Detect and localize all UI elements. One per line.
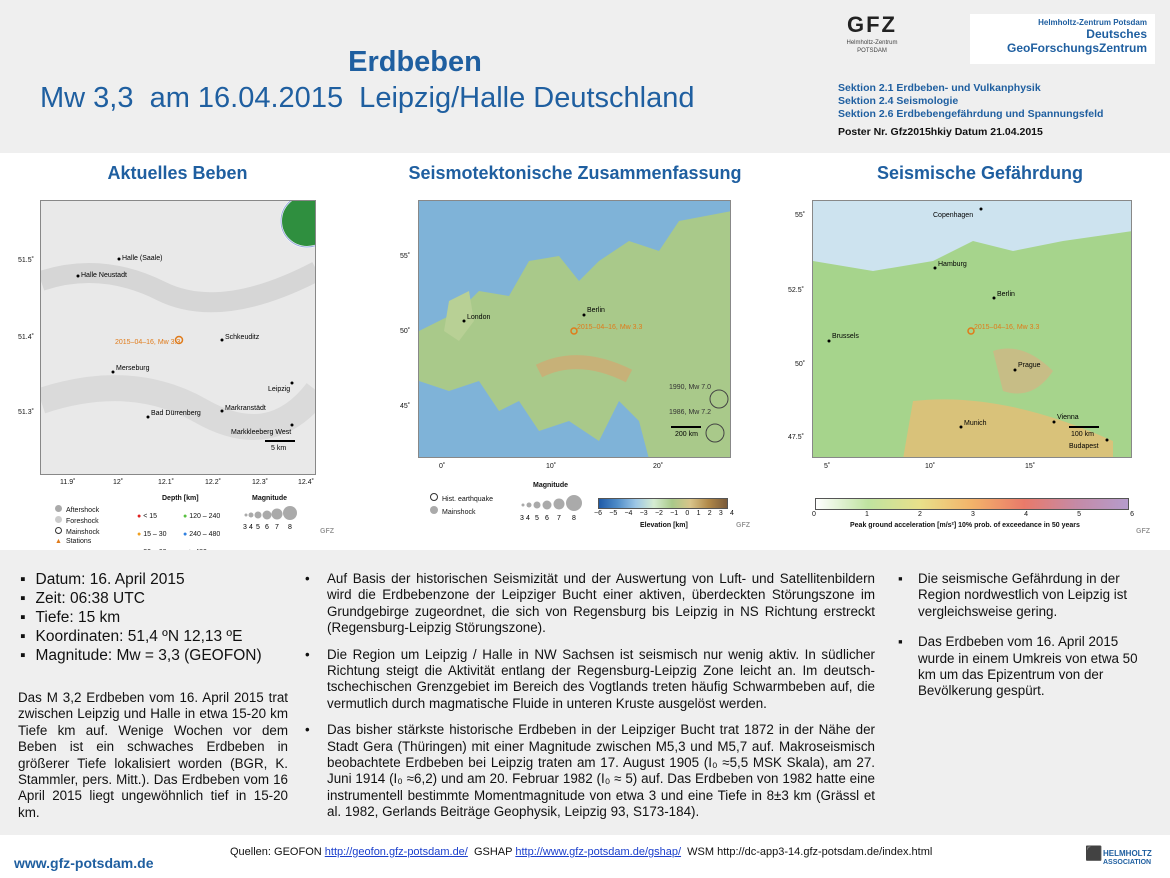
mag-label: 8 [288, 524, 292, 531]
city-dot [147, 416, 150, 419]
hazard-map [812, 200, 1132, 458]
mag-label: 8 [572, 515, 576, 522]
city-label: Berlin [587, 307, 605, 314]
city-dot [934, 267, 937, 270]
pga-tick: 3 [971, 511, 975, 518]
mag-label: 5 [256, 524, 260, 531]
gfz-watermark: GFZ [1136, 528, 1150, 535]
lat-tick: 50˚ [400, 328, 411, 335]
tectonic-map [418, 200, 731, 458]
city-label: Brussels [832, 333, 859, 340]
city-label: Leipzig [268, 386, 291, 393]
fact-item: ▪ Tiefe: 15 km [20, 608, 262, 627]
city-label: Copenhagen [933, 212, 974, 219]
poster-number: Poster Nr. Gfz2015hkiy Datum 21.04.2015 [838, 126, 1043, 138]
city-dot [112, 371, 115, 374]
elev-tick: −6 [594, 510, 602, 517]
city-dot [960, 426, 963, 429]
city-label: Markkleeberg West [231, 429, 292, 436]
legend-type: Mainshock [66, 529, 100, 536]
hz-line2: Deutsches [1086, 27, 1147, 41]
pga-tick: 4 [1024, 511, 1028, 518]
elev-tick: 3 [718, 510, 723, 517]
lon-tick: 12.3˚ [252, 479, 268, 486]
legend-type: Aftershock [66, 507, 100, 514]
legend-type: Hist. earthquake [442, 496, 493, 503]
scale-label: 200 km [675, 431, 698, 438]
lon-tick: 11.9˚ [60, 479, 76, 486]
middle-paragraphs [305, 571, 875, 831]
gshap-link[interactable]: http://www.gfz-potsdam.de/gshap/ [515, 846, 682, 858]
pga-tick: 1 [865, 511, 869, 518]
lon-tick: 5˚ [824, 463, 831, 470]
geofon-link[interactable]: http://geofon.gfz-potsdam.de/ [324, 846, 468, 858]
pga-label: Peak ground acceleration [m/s²] 10% prob. of exceedance in 50 years [850, 522, 1080, 529]
fact-item: ▪ Datum: 16. April 2015 [20, 570, 262, 589]
lon-tick: 15˚ [1025, 463, 1036, 470]
lon-tick: 12.1˚ [158, 479, 174, 486]
mag-label: 4 [249, 524, 253, 531]
elev-tick: −3 [639, 510, 648, 517]
panel-title-left: Aktuelles Beben [107, 163, 248, 183]
mag-label: 6 [545, 515, 549, 522]
pga-tick: 5 [1077, 511, 1081, 518]
elev-tick: −1 [670, 510, 679, 517]
local-map [40, 200, 316, 475]
helmholtz-icon: ⬛ [1085, 845, 1103, 861]
gfz-logo-text: GFZ [847, 12, 897, 37]
gfz-watermark: GFZ [320, 528, 334, 535]
city-label: Halle (Saale) [122, 255, 163, 262]
fact-item: ▪ Zeit: 06:38 UTC [20, 589, 262, 608]
city-label: Markranstädt [225, 405, 266, 412]
elev-tick: 2 [707, 510, 712, 517]
elev-tick: −4 [624, 510, 633, 517]
elevation-colorbar [598, 498, 728, 509]
gshap-label: GSHAP [467, 846, 516, 858]
city-label: Vienna [1057, 414, 1079, 421]
city-dot [118, 258, 121, 261]
elev-tick: −5 [609, 510, 618, 517]
right-paragraph: ▪ Das Erdbeben vom 16. April 2015 wurde in einem Umkreis von etwa 50 km um das Epizentrum von der Bevölkerung gespürt. [898, 634, 1148, 700]
city-label: Hamburg [938, 261, 967, 268]
helmholtz-logo [1085, 843, 1165, 873]
lat-tick: 52.5˚ [788, 287, 804, 294]
lat-tick: 55˚ [795, 212, 806, 219]
panel-title-right: Seismische Gefährdung [876, 163, 1084, 183]
legend-mag-title: Magnitude [533, 482, 568, 489]
city-label: Budapest [1069, 443, 1099, 450]
elev-tick: 4 [730, 510, 734, 517]
mid-paragraph: • Die Region um Leipzig / Halle in NW Sachsen ist seismisch nur wenig aktiv. In südlicher Richtung steigt die Aktivität entlang der Regensburg-Leipzig Zone leicht an. Im deutsch- tschechischen Grenzgebiet im Bereich des Vogtlands treten häufig Schwarmbeben auf, die vermutlich durch magmatische Fluide in unteren Kruste ausgelöst werden. [305, 647, 875, 713]
city-dot [828, 340, 831, 343]
sections-list [838, 82, 1103, 121]
city-dot [221, 339, 224, 342]
scale-label: 100 km [1071, 431, 1094, 438]
city-label: Halle Neustadt [81, 272, 127, 279]
lat-tick: 50˚ [795, 361, 806, 368]
helmholtz-text1: HELMHOLTZ [1103, 849, 1152, 858]
mag-label: 3 [520, 515, 524, 522]
facts-list [20, 570, 262, 665]
city-dot [463, 320, 466, 323]
legend-depth-title: Depth [km] [162, 495, 199, 502]
sources-line [230, 846, 932, 858]
elev-tick: 0 [685, 510, 690, 517]
pga-colorbar [815, 498, 1129, 510]
city-label: Munich [964, 420, 987, 427]
lon-tick: 10˚ [546, 463, 557, 470]
pga-tick: 0 [812, 511, 816, 518]
lon-tick: 12.4˚ [298, 479, 314, 486]
hz-line3: GeoForschungsZentrum [1006, 41, 1147, 55]
depth-item: < 15 [143, 513, 158, 520]
city-dot [1053, 421, 1056, 424]
depth-item: 240 – 480 [189, 531, 221, 538]
city-label: Merseburg [116, 365, 150, 372]
gfz-logo-sub2: POTSDAM [857, 48, 887, 54]
city-dot [77, 275, 80, 278]
left-paragraph: Das M 3,2 Erdbeben vom 16. April 2015 trat zwischen Leipzig und Halle in etwa 15-20 km Tiefe km auf. Wenige Wochen vor dem Beben ist ein schwaches Erdbeben in größerer Tiefe lokalisiert worden (BGR, K. Stammler, pers. Mitt.). Das Erdbeben vom 16 April 2015 liegt ungewöhnlich tief in 15-20 km. [18, 690, 288, 820]
hist-label: 1990, Mw 7.0 [669, 384, 712, 391]
pga-ticks [812, 511, 1134, 518]
lat-tick: 51.4˚ [18, 334, 34, 341]
mag-label: 6 [265, 524, 269, 531]
section-item: Sektion 2.1 Erdbeben- und Vulkanphysik [838, 82, 1041, 94]
lat-tick: 45˚ [400, 403, 411, 410]
city-label: Schkeuditz [225, 334, 260, 341]
legend-type: Mainshock [442, 509, 476, 516]
elev-tick: 1 [696, 510, 701, 517]
city-label: Prague [1018, 362, 1041, 369]
city-label: Bad Dürrenberg [151, 410, 201, 417]
mid-paragraph: • Das bisher stärkste historische Erdbeben in der Leipziger Bucht trat 1872 in der Nähe der Stadt Gera (Thüringen) mit einer Magnitude zwischen M5,3 und M5,7 auf. Makroseismisch beobachtete Erdbeben bei Leipzig traten am 17. August 1905 (I₀ ≈5,5 MSK Skala), am 27. Juni 1914 (I₀ ≈6,2) und am 20. Februar 1982 (I₀ ≈ 5) auf. Das Erdbeben von 1982 hatte eine instrumentell bestimmte Momentmagnitude von etwa 3 und eine Tiefe in 8±3 km (Grässl et al. 1982, Gerlands Beiträge Geophysik, Leipzig 93, S173-184). [305, 722, 875, 820]
legend-type: Stations [65, 538, 92, 545]
fact-item: ▪ Magnitude: Mw = 3,3 (GEOFON) [20, 646, 262, 665]
mag-label: 7 [557, 515, 561, 522]
depth-item: 120 – 240 [189, 513, 221, 520]
legend-center-types [430, 493, 493, 516]
mag-label: 7 [275, 524, 279, 531]
legend-magnitude [240, 503, 300, 531]
city-dot [993, 297, 996, 300]
right-paragraphs [898, 571, 1148, 714]
event-label: 2015–04–16, Mw 3.3 [577, 324, 643, 331]
elev-tick: −2 [654, 510, 663, 517]
elevation-ticks [594, 510, 734, 517]
gfz-logo-sub1: Helmholtz-Zentrum [846, 40, 898, 46]
city-dot [1106, 439, 1109, 442]
lon-tick: 10˚ [925, 463, 936, 470]
hz-line1: Helmholtz-Zentrum Potsdam [1038, 18, 1147, 27]
lon-tick: 0˚ [439, 463, 446, 470]
mag-label: 5 [535, 515, 539, 522]
lon-tick: 12˚ [113, 479, 124, 486]
pga-tick: 2 [918, 511, 922, 518]
scale-label: 5 km [271, 445, 287, 452]
city-dot [583, 314, 586, 317]
fact-item: ▪ Koordinaten: 51,4 ºN 12,13 ºE [20, 627, 262, 646]
wsm-text: WSM http://dc-app3-14.gfz-potsdam.de/index.html [681, 846, 933, 858]
city-dot [980, 208, 983, 211]
right-paragraph: ▪ Die seismische Gefährdung in der Region nordwestlich von Leipzig ist vergleichsweise gering. [898, 571, 1148, 620]
event-label: 2015–04–16, Mw 3.3 [974, 324, 1040, 331]
gfz-logo [836, 12, 908, 70]
city-dot [291, 382, 294, 385]
mag-label: 3 [243, 524, 247, 531]
lat-tick: 55˚ [400, 253, 411, 260]
sources-label: Quellen: GEOFON [230, 846, 325, 858]
legend-type: Foreshock [66, 518, 99, 525]
event-label: 2015–04–16, Mw 3.3 [115, 339, 181, 346]
depth-item: 15 – 30 [143, 531, 167, 538]
elevation-label: Elevation [km] [640, 522, 688, 529]
legend-event-types: Aftershock Foreshock Mainshock ▲ Stations [55, 507, 100, 545]
mid-paragraph: • Auf Basis der historischen Seismizität und der Auswertung von Luft- und Satellitenbildern wird die Erdbebenzone der Leipziger Bucht einer aktiven, überdeckten Störungszone im Grundgebirge zugeordnet, die sich von Regensburg bis Leipzig in NS Richtung erstreckt (Regensburg-Leipzig Störungszone). [305, 571, 875, 637]
mag-label: 4 [526, 515, 530, 522]
city-label: London [467, 314, 491, 321]
page-subtitle: Mw 3,3 am 16.04.2015 Leipzig/Halle Deutschland [40, 82, 695, 114]
lon-tick: 12.2˚ [205, 479, 221, 486]
pga-tick: 6 [1130, 511, 1134, 518]
city-dot [221, 410, 224, 413]
legend-magnitude [518, 493, 588, 523]
helmholtz-text2: ASSOCIATION [1103, 859, 1152, 866]
gfz-watermark: GFZ [736, 522, 750, 529]
city-dot [1014, 369, 1017, 372]
city-dot [291, 424, 294, 427]
city-label: Berlin [997, 291, 1015, 298]
lat-tick: 51.5˚ [18, 257, 34, 264]
lat-tick: 47.5˚ [788, 434, 804, 441]
website-link[interactable]: www.gfz-potsdam.de [14, 855, 154, 871]
page-title: Erdbeben [348, 46, 482, 78]
legend-depth: ● < 15 ● 120 – 240 ● 15 – 30 ● 240 – 480 [137, 505, 237, 566]
legend-mag-title: Magnitude [252, 495, 287, 502]
section-item: Sektion 2.6 Erdbebengefährdung und Spannungsfeld [838, 108, 1104, 120]
gfz-fullname-logo [970, 14, 1155, 64]
section-item: Sektion 2.4 Seismologie [838, 95, 959, 107]
lat-tick: 51.3˚ [18, 409, 34, 416]
panel-title-center: Seismotektonische Zusammenfassung [408, 163, 742, 183]
hist-label: 1986, Mw 7.2 [669, 409, 712, 416]
lon-tick: 20˚ [653, 463, 664, 470]
